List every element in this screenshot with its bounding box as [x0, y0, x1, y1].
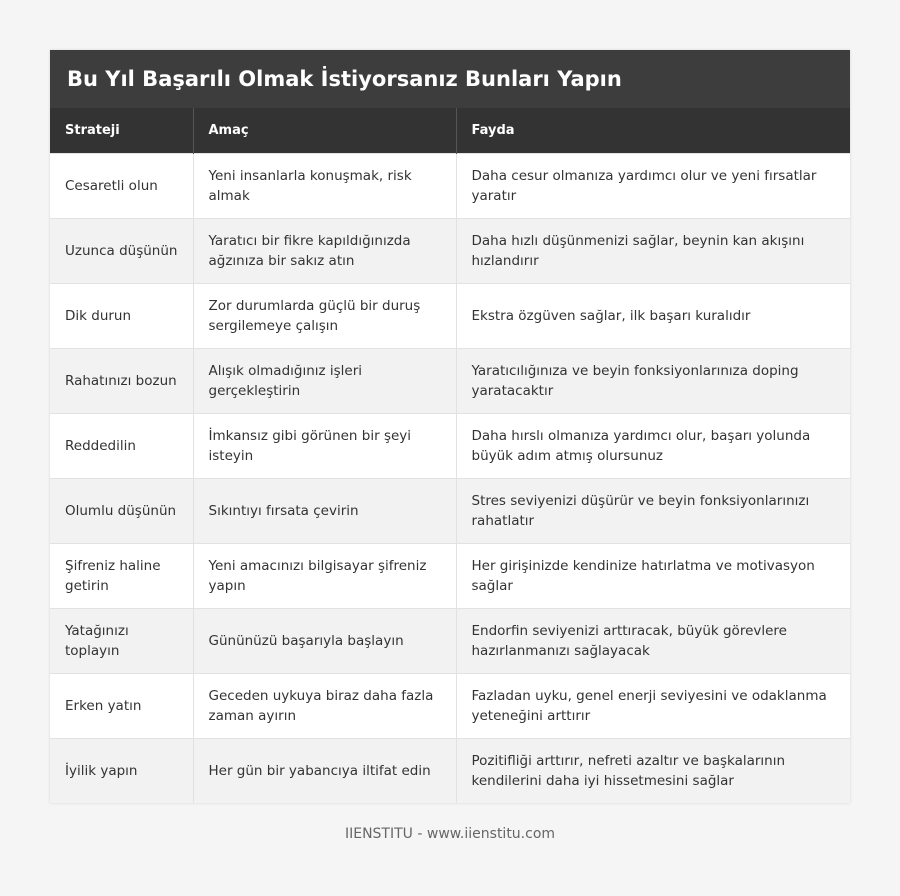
cell-amac: Alışık olmadığınız işleri gerçekleştirin	[193, 348, 456, 413]
cell-strateji: Yatağınızı toplayın	[50, 608, 193, 673]
cell-strateji: Rahatınızı bozun	[50, 348, 193, 413]
table-row	[50, 673, 850, 738]
cell-amac: Yaratıcı bir fikre kapıldığınızda ağzınıza bir sakız atın	[193, 218, 456, 283]
cell-amac: İmkansız gibi görünen bir şeyi isteyin	[193, 413, 456, 478]
table-row	[50, 283, 850, 348]
cell-fayda: Her girişinizde kendinize hatırlatma ve motivasyon sağlar	[456, 543, 850, 608]
cell-fayda: Yaratıcılığınıza ve beyin fonksiyonlarınıza doping yaratacaktır	[456, 348, 850, 413]
cell-amac: Sıkıntıyı fırsata çevirin	[193, 478, 456, 543]
table-row	[50, 478, 850, 543]
table-row	[50, 543, 850, 608]
table-row	[50, 738, 850, 803]
header-amac: Amaç	[193, 108, 456, 153]
cell-strateji: Şifreniz haline getirin	[50, 543, 193, 608]
cell-amac: Yeni amacınızı bilgisayar şifreniz yapın	[193, 543, 456, 608]
cell-strateji: Erken yatın	[50, 673, 193, 738]
table-body	[50, 153, 850, 803]
cell-fayda: Stres seviyenizi düşürür ve beyin fonksiyonlarınızı rahatlatır	[456, 478, 850, 543]
cell-fayda: Daha hırslı olmanıza yardımcı olur, başarı yolunda büyük adım atmış olursunuz	[456, 413, 850, 478]
cell-fayda: Daha cesur olmanıza yardımcı olur ve yeni fırsatlar yaratır	[456, 153, 850, 218]
header-row	[50, 108, 850, 153]
cell-strateji: Uzunca düşünün	[50, 218, 193, 283]
cell-fayda: Pozitifliği arttırır, nefreti azaltır ve başkalarının kendilerini daha iyi hissetmesini sağlar	[456, 738, 850, 803]
cell-strateji: Olumlu düşünün	[50, 478, 193, 543]
cell-amac: Her gün bir yabancıya iltifat edin	[193, 738, 456, 803]
table-card	[50, 50, 850, 803]
table-row	[50, 153, 850, 218]
cell-strateji: İyilik yapın	[50, 738, 193, 803]
table-row	[50, 413, 850, 478]
strategy-table	[50, 108, 850, 803]
footer-credit: IIENSTITU - www.iienstitu.com	[344, 826, 556, 842]
cell-fayda: Ekstra özgüven sağlar, ilk başarı kuralıdır	[456, 283, 850, 348]
table-title: Bu Yıl Başarılı Olmak İstiyorsanız Bunları Yapın	[50, 50, 850, 108]
header-fayda: Fayda	[456, 108, 850, 153]
cell-fayda: Daha hızlı düşünmenizi sağlar, beynin kan akışını hızlandırır	[456, 218, 850, 283]
cell-strateji: Dik durun	[50, 283, 193, 348]
cell-strateji: Reddedilin	[50, 413, 193, 478]
cell-amac: Geceden uykuya biraz daha fazla zaman ayırın	[193, 673, 456, 738]
table-row	[50, 218, 850, 283]
cell-amac: Zor durumlarda güçlü bir duruş sergilemeye çalışın	[193, 283, 456, 348]
cell-strateji: Cesaretli olun	[50, 153, 193, 218]
table-row	[50, 348, 850, 413]
header-strateji: Strateji	[50, 108, 193, 153]
cell-fayda: Fazladan uyku, genel enerji seviyesini ve odaklanma yeteneğini arttırır	[456, 673, 850, 738]
cell-amac: Yeni insanlarla konuşmak, risk almak	[193, 153, 456, 218]
cell-amac: Gününüzü başarıyla başlayın	[193, 608, 456, 673]
table-row	[50, 608, 850, 673]
cell-fayda: Endorfin seviyenizi arttıracak, büyük görevlere hazırlanmanızı sağlayacak	[456, 608, 850, 673]
